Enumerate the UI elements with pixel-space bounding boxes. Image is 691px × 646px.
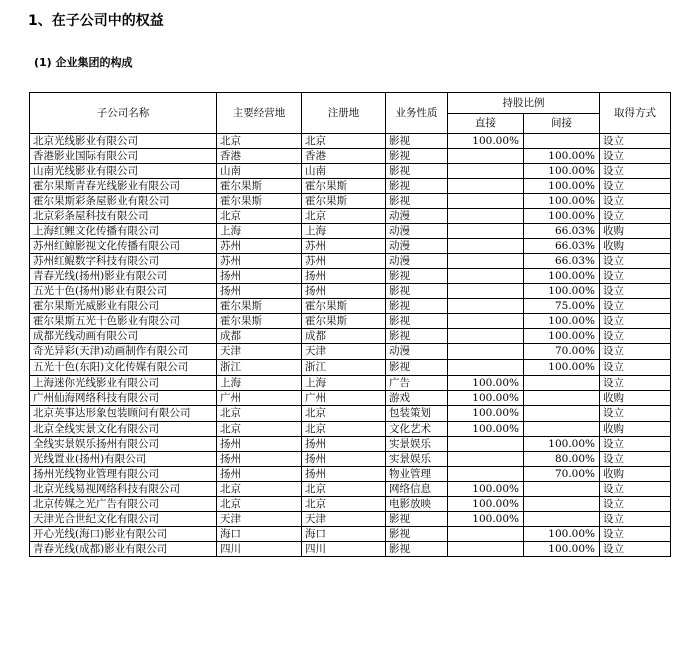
cell-method: 设立	[600, 482, 671, 497]
cell-direct	[448, 239, 524, 254]
cell-direct: 100.00%	[448, 376, 524, 391]
cell-main-place: 天津	[217, 344, 302, 360]
cell-method: 收购	[600, 239, 671, 254]
cell-main-place: 浙江	[217, 360, 302, 376]
cell-reg-place: 苏州	[302, 254, 386, 269]
cell-reg-place: 香港	[302, 149, 386, 164]
cell-direct	[448, 224, 524, 239]
cell-method: 收购	[600, 422, 671, 437]
cell-reg-place: 海口	[302, 527, 386, 542]
cell-business: 影视	[386, 269, 448, 284]
cell-reg-place: 四川	[302, 542, 386, 557]
table-row	[30, 482, 671, 497]
cell-direct	[448, 360, 524, 376]
cell-reg-place: 扬州	[302, 452, 386, 467]
cell-business: 动漫	[386, 344, 448, 360]
subsection-heading: (1) 企业集团的构成	[34, 56, 133, 69]
cell-name: 北京全线实景文化有限公司	[30, 422, 217, 437]
cell-main-place: 成都	[217, 329, 302, 344]
cell-indirect	[524, 482, 600, 497]
table-row	[30, 239, 671, 254]
cell-direct	[448, 299, 524, 314]
header-main-place: 主要经营地	[217, 93, 302, 134]
cell-business: 影视	[386, 360, 448, 376]
cell-indirect: 100.00%	[524, 284, 600, 299]
cell-indirect: 100.00%	[524, 194, 600, 209]
cell-reg-place: 苏州	[302, 239, 386, 254]
cell-business: 动漫	[386, 209, 448, 224]
cell-indirect: 100.00%	[524, 269, 600, 284]
cell-name: 霍尔果斯彩条屋影业有限公司	[30, 194, 217, 209]
cell-name: 光线置业(扬州)有限公司	[30, 452, 217, 467]
header-name: 子公司名称	[30, 93, 217, 134]
cell-reg-place: 霍尔果斯	[302, 314, 386, 329]
cell-indirect: 70.00%	[524, 467, 600, 482]
cell-reg-place: 扬州	[302, 269, 386, 284]
cell-main-place: 北京	[217, 482, 302, 497]
cell-main-place: 霍尔果斯	[217, 194, 302, 209]
cell-business: 实景娱乐	[386, 452, 448, 467]
cell-main-place: 扬州	[217, 284, 302, 299]
cell-name: 北京英事达形象包装顾问有限公司	[30, 406, 217, 422]
cell-business: 包装策划	[386, 406, 448, 422]
cell-name: 霍尔果斯光威影业有限公司	[30, 299, 217, 314]
cell-direct	[448, 542, 524, 557]
table-row	[30, 254, 671, 269]
cell-indirect: 75.00%	[524, 299, 600, 314]
cell-direct: 100.00%	[448, 482, 524, 497]
cell-business: 影视	[386, 284, 448, 299]
cell-name: 奇光异彩(天津)动画制作有限公司	[30, 344, 217, 360]
cell-main-place: 广州	[217, 391, 302, 406]
cell-reg-place: 浙江	[302, 360, 386, 376]
cell-direct: 100.00%	[448, 391, 524, 406]
cell-indirect: 100.00%	[524, 149, 600, 164]
cell-name: 苏州红鲸影视文化传播有限公司	[30, 239, 217, 254]
cell-reg-place: 天津	[302, 344, 386, 360]
cell-indirect: 100.00%	[524, 360, 600, 376]
table-row	[30, 179, 671, 194]
cell-direct	[448, 254, 524, 269]
cell-main-place: 扬州	[217, 269, 302, 284]
cell-main-place: 海口	[217, 527, 302, 542]
section-heading: 1、在子公司中的权益	[28, 13, 164, 29]
cell-name: 苏州红鲲数字科技有限公司	[30, 254, 217, 269]
cell-name: 五光十色(扬州)影业有限公司	[30, 284, 217, 299]
header-share-ratio: 持股比例	[448, 93, 600, 114]
cell-business: 广告	[386, 376, 448, 391]
cell-business: 影视	[386, 134, 448, 149]
cell-main-place: 香港	[217, 149, 302, 164]
cell-reg-place: 北京	[302, 134, 386, 149]
cell-main-place: 四川	[217, 542, 302, 557]
header-direct: 直接	[448, 114, 524, 134]
cell-method: 设立	[600, 542, 671, 557]
cell-business: 影视	[386, 542, 448, 557]
cell-indirect	[524, 391, 600, 406]
cell-indirect: 100.00%	[524, 314, 600, 329]
table-row	[30, 164, 671, 179]
cell-business: 影视	[386, 164, 448, 179]
table-row	[30, 284, 671, 299]
cell-reg-place: 霍尔果斯	[302, 194, 386, 209]
cell-business: 物业管理	[386, 467, 448, 482]
cell-direct	[448, 452, 524, 467]
table-row	[30, 527, 671, 542]
cell-main-place: 上海	[217, 376, 302, 391]
header-reg-place: 注册地	[302, 93, 386, 134]
cell-reg-place: 天津	[302, 512, 386, 527]
cell-direct: 100.00%	[448, 406, 524, 422]
cell-business: 电影放映	[386, 497, 448, 512]
cell-direct	[448, 437, 524, 452]
cell-name: 扬州光线物业管理有限公司	[30, 467, 217, 482]
cell-direct	[448, 314, 524, 329]
cell-indirect: 66.03%	[524, 224, 600, 239]
cell-name: 开心光线(海口)影业有限公司	[30, 527, 217, 542]
cell-main-place: 扬州	[217, 437, 302, 452]
cell-method: 设立	[600, 329, 671, 344]
cell-method: 设立	[600, 452, 671, 467]
cell-method: 设立	[600, 376, 671, 391]
cell-business: 游戏	[386, 391, 448, 406]
cell-business: 动漫	[386, 224, 448, 239]
cell-indirect: 70.00%	[524, 344, 600, 360]
cell-reg-place: 北京	[302, 209, 386, 224]
cell-indirect	[524, 497, 600, 512]
table-body	[30, 134, 671, 557]
cell-name: 上海红鲤文化传播有限公司	[30, 224, 217, 239]
cell-direct	[448, 269, 524, 284]
cell-main-place: 山南	[217, 164, 302, 179]
cell-method: 收购	[600, 391, 671, 406]
cell-indirect	[524, 406, 600, 422]
cell-indirect: 100.00%	[524, 527, 600, 542]
cell-reg-place: 扬州	[302, 437, 386, 452]
cell-main-place: 苏州	[217, 239, 302, 254]
cell-name: 成都光线动画有限公司	[30, 329, 217, 344]
cell-name: 天津光合世纪文化有限公司	[30, 512, 217, 527]
cell-main-place: 北京	[217, 134, 302, 149]
cell-method: 设立	[600, 314, 671, 329]
table-row	[30, 209, 671, 224]
cell-method: 设立	[600, 344, 671, 360]
cell-indirect: 66.03%	[524, 239, 600, 254]
cell-method: 设立	[600, 164, 671, 179]
table-row	[30, 344, 671, 360]
cell-indirect: 66.03%	[524, 254, 600, 269]
cell-business: 影视	[386, 179, 448, 194]
table-row	[30, 406, 671, 422]
cell-name: 山南光线影业有限公司	[30, 164, 217, 179]
cell-main-place: 北京	[217, 209, 302, 224]
cell-main-place: 北京	[217, 497, 302, 512]
table-row	[30, 422, 671, 437]
table-row	[30, 299, 671, 314]
cell-main-place: 霍尔果斯	[217, 179, 302, 194]
cell-business: 影视	[386, 329, 448, 344]
cell-direct: 100.00%	[448, 134, 524, 149]
cell-business: 动漫	[386, 239, 448, 254]
cell-reg-place: 上海	[302, 224, 386, 239]
table-row	[30, 194, 671, 209]
cell-name: 霍尔果斯五光十色影业有限公司	[30, 314, 217, 329]
table-row	[30, 542, 671, 557]
table-row	[30, 360, 671, 376]
cell-indirect	[524, 512, 600, 527]
cell-name: 北京传媒之光广告有限公司	[30, 497, 217, 512]
cell-method: 设立	[600, 406, 671, 422]
cell-direct	[448, 344, 524, 360]
cell-method: 设立	[600, 179, 671, 194]
cell-name: 五光十色(东阳)文化传媒有限公司	[30, 360, 217, 376]
cell-indirect	[524, 422, 600, 437]
cell-name: 青春光线(扬州)影业有限公司	[30, 269, 217, 284]
cell-method: 设立	[600, 360, 671, 376]
cell-reg-place: 霍尔果斯	[302, 299, 386, 314]
cell-method: 设立	[600, 194, 671, 209]
cell-direct	[448, 164, 524, 179]
cell-indirect: 100.00%	[524, 209, 600, 224]
cell-method: 设立	[600, 209, 671, 224]
cell-main-place: 扬州	[217, 467, 302, 482]
cell-method: 设立	[600, 527, 671, 542]
cell-direct	[448, 329, 524, 344]
cell-business: 网络信息	[386, 482, 448, 497]
cell-reg-place: 北京	[302, 482, 386, 497]
cell-main-place: 霍尔果斯	[217, 299, 302, 314]
cell-reg-place: 扬州	[302, 467, 386, 482]
cell-business: 文化艺术	[386, 422, 448, 437]
cell-reg-place: 上海	[302, 376, 386, 391]
cell-business: 动漫	[386, 254, 448, 269]
cell-name: 上海迷你光线影业有限公司	[30, 376, 217, 391]
cell-method: 设立	[600, 284, 671, 299]
cell-method: 设立	[600, 134, 671, 149]
cell-main-place: 上海	[217, 224, 302, 239]
cell-business: 影视	[386, 149, 448, 164]
cell-main-place: 霍尔果斯	[217, 314, 302, 329]
cell-direct	[448, 149, 524, 164]
cell-direct	[448, 284, 524, 299]
cell-business: 影视	[386, 314, 448, 329]
cell-main-place: 苏州	[217, 254, 302, 269]
cell-name: 北京光线易视网络科技有限公司	[30, 482, 217, 497]
cell-direct	[448, 179, 524, 194]
cell-business: 影视	[386, 527, 448, 542]
header-indirect: 间接	[524, 114, 600, 134]
cell-direct	[448, 209, 524, 224]
cell-business: 影视	[386, 299, 448, 314]
cell-main-place: 扬州	[217, 452, 302, 467]
cell-method: 设立	[600, 299, 671, 314]
cell-reg-place: 成都	[302, 329, 386, 344]
cell-business: 影视	[386, 512, 448, 527]
cell-business: 实景娱乐	[386, 437, 448, 452]
cell-name: 北京光线影业有限公司	[30, 134, 217, 149]
cell-method: 收购	[600, 224, 671, 239]
cell-indirect: 100.00%	[524, 542, 600, 557]
cell-indirect: 100.00%	[524, 329, 600, 344]
cell-indirect	[524, 376, 600, 391]
cell-method: 设立	[600, 254, 671, 269]
table-row	[30, 497, 671, 512]
cell-direct: 100.00%	[448, 497, 524, 512]
subsidiary-table	[29, 92, 671, 557]
cell-main-place: 天津	[217, 512, 302, 527]
cell-direct	[448, 527, 524, 542]
cell-reg-place: 霍尔果斯	[302, 179, 386, 194]
cell-reg-place: 北京	[302, 406, 386, 422]
cell-reg-place: 北京	[302, 497, 386, 512]
cell-main-place: 北京	[217, 422, 302, 437]
cell-method: 收购	[600, 467, 671, 482]
cell-direct: 100.00%	[448, 512, 524, 527]
header-method: 取得方式	[600, 93, 671, 134]
table-row	[30, 437, 671, 452]
table-row	[30, 269, 671, 284]
table-row	[30, 314, 671, 329]
cell-reg-place: 北京	[302, 422, 386, 437]
cell-indirect: 100.00%	[524, 164, 600, 179]
cell-indirect	[524, 134, 600, 149]
table-row	[30, 149, 671, 164]
cell-name: 广州仙海网络科技有限公司	[30, 391, 217, 406]
cell-method: 设立	[600, 149, 671, 164]
cell-indirect: 100.00%	[524, 179, 600, 194]
cell-direct	[448, 194, 524, 209]
table-row	[30, 452, 671, 467]
cell-reg-place: 山南	[302, 164, 386, 179]
cell-name: 全线实景娱乐扬州有限公司	[30, 437, 217, 452]
cell-name: 霍尔果斯青春光线影业有限公司	[30, 179, 217, 194]
cell-method: 设立	[600, 497, 671, 512]
cell-name: 北京彩条屋科技有限公司	[30, 209, 217, 224]
cell-main-place: 北京	[217, 406, 302, 422]
cell-indirect: 80.00%	[524, 452, 600, 467]
cell-direct	[448, 467, 524, 482]
cell-method: 设立	[600, 512, 671, 527]
cell-direct: 100.00%	[448, 422, 524, 437]
cell-indirect: 100.00%	[524, 437, 600, 452]
cell-method: 设立	[600, 437, 671, 452]
cell-method: 设立	[600, 269, 671, 284]
table-row	[30, 224, 671, 239]
table-row	[30, 467, 671, 482]
cell-business: 影视	[386, 194, 448, 209]
table-row	[30, 512, 671, 527]
cell-reg-place: 扬州	[302, 284, 386, 299]
cell-reg-place: 广州	[302, 391, 386, 406]
cell-name: 青春光线(成都)影业有限公司	[30, 542, 217, 557]
table-row	[30, 329, 671, 344]
table-row	[30, 391, 671, 406]
header-business: 业务性质	[386, 93, 448, 134]
cell-name: 香港影业国际有限公司	[30, 149, 217, 164]
table-row	[30, 376, 671, 391]
table-row	[30, 134, 671, 149]
